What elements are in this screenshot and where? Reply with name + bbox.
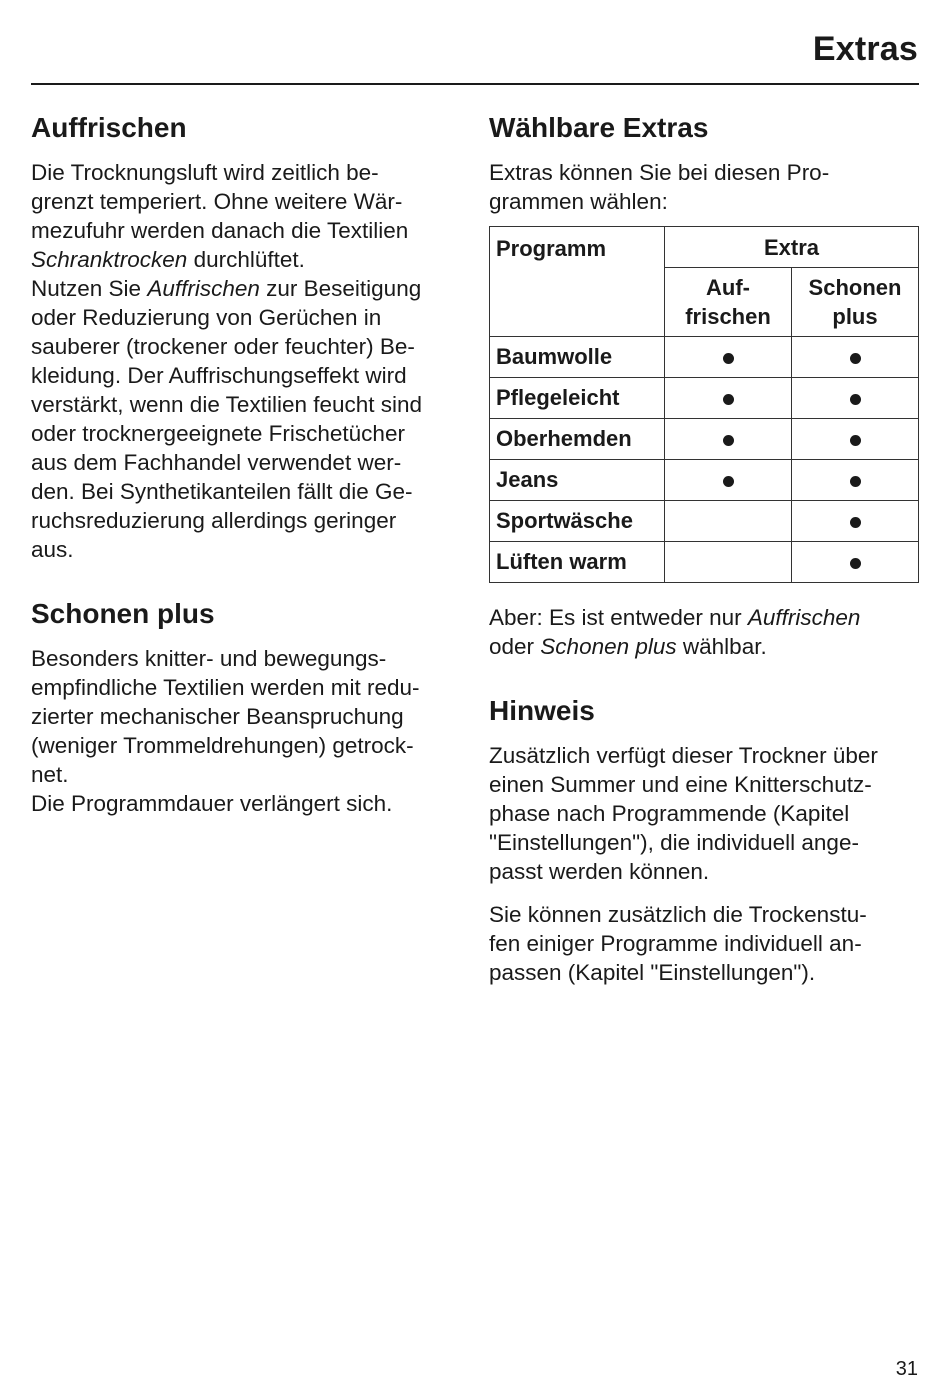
bullet-dot-icon bbox=[850, 476, 861, 487]
text-fragment: wählbar. bbox=[676, 634, 767, 659]
cell-schonen bbox=[792, 378, 919, 419]
bullet-dot-icon bbox=[850, 517, 861, 528]
heading-hinweis: Hinweis bbox=[489, 695, 595, 726]
text-line: (weniger Trommeldrehungen) getrock- bbox=[31, 733, 414, 758]
text-line: Sie können zusätzlich die Trockenstu- bbox=[489, 902, 867, 927]
text-line: zierter mechanischer Beanspruchung bbox=[31, 704, 404, 729]
text-fragment: oder bbox=[489, 634, 541, 659]
table-row bbox=[490, 378, 919, 419]
text-line: ruchsreduzierung allerdings geringer bbox=[31, 508, 397, 533]
heading-auffrischen: Auffrischen bbox=[31, 112, 187, 143]
paragraph-schonen-plus bbox=[31, 644, 463, 818]
cell-auffrischen bbox=[665, 542, 792, 583]
italic-term: Schranktrocken bbox=[31, 247, 188, 272]
paragraph-hinweis-2 bbox=[489, 900, 921, 987]
section-schonen-plus bbox=[31, 594, 463, 818]
text-line: Schonen bbox=[808, 275, 902, 300]
bullet-dot-icon bbox=[723, 435, 734, 446]
page-number: 31 bbox=[895, 1358, 918, 1380]
column-header-extra: Extra bbox=[665, 227, 919, 268]
text-fragment: zur Beseitigung bbox=[259, 276, 422, 301]
header-rule bbox=[31, 83, 919, 85]
cell-schonen bbox=[792, 337, 919, 378]
text-line: net. bbox=[31, 762, 69, 787]
text-line: "Einstellungen"), die individuell ange- bbox=[489, 830, 859, 855]
row-program-name: Lüften warm bbox=[490, 542, 665, 583]
bullet-dot-icon bbox=[850, 394, 861, 405]
page-header-title: Extras bbox=[812, 30, 918, 68]
row-program-name: Baumwolle bbox=[490, 337, 665, 378]
cell-auffrischen bbox=[665, 419, 792, 460]
table-row bbox=[490, 419, 919, 460]
cell-schonen bbox=[792, 419, 919, 460]
text-line: plus bbox=[832, 304, 878, 329]
italic-term: Schonen plus bbox=[540, 634, 677, 659]
table-row bbox=[490, 501, 919, 542]
cell-auffrischen bbox=[665, 378, 792, 419]
table-row bbox=[490, 460, 919, 501]
text-line: Extras können Sie bei diesen Pro- bbox=[489, 160, 830, 185]
subheader-schonen-plus bbox=[792, 268, 919, 337]
text-line: oder Reduzierung von Gerüchen in bbox=[31, 305, 382, 330]
text-line: aus dem Fachhandel verwendet wer- bbox=[31, 450, 402, 475]
text-line: aus. bbox=[31, 537, 74, 562]
right-column bbox=[489, 108, 921, 987]
paragraph-note bbox=[489, 603, 921, 661]
cell-auffrischen bbox=[665, 337, 792, 378]
italic-term: Auffrischen bbox=[747, 605, 861, 630]
text-line: den. Bei Synthetikanteilen fällt die Ge- bbox=[31, 479, 413, 504]
table-row bbox=[490, 542, 919, 583]
text-fragment: Aber: Es ist entweder nur bbox=[489, 605, 748, 630]
paragraph-auffrischen bbox=[31, 158, 463, 564]
text-line: grenzt temperiert. Ohne weitere Wär- bbox=[31, 189, 403, 214]
paragraph-hinweis-1 bbox=[489, 741, 921, 886]
heading-schonen-plus: Schonen plus bbox=[31, 598, 215, 629]
cell-auffrischen bbox=[665, 460, 792, 501]
italic-term: Auffrischen bbox=[147, 276, 260, 301]
section-auffrischen bbox=[31, 108, 463, 564]
paragraph-intro bbox=[489, 158, 921, 216]
text-line: frischen bbox=[685, 304, 771, 329]
bullet-dot-icon bbox=[723, 353, 734, 364]
left-column bbox=[31, 108, 463, 818]
text-line: Die Programmdauer verlängert sich. bbox=[31, 791, 393, 816]
row-program-name: Oberhemden bbox=[490, 419, 665, 460]
text-line: oder trocknergeeignete Frischetücher bbox=[31, 421, 405, 446]
cell-auffrischen bbox=[665, 501, 792, 542]
table-header-row bbox=[490, 227, 919, 268]
cell-schonen bbox=[792, 460, 919, 501]
extras-table bbox=[489, 226, 919, 583]
text-line: empfindliche Textilien werden mit redu- bbox=[31, 675, 420, 700]
subheader-auffrischen bbox=[665, 268, 792, 337]
cell-schonen bbox=[792, 542, 919, 583]
heading-waehlbare-extras: Wählbare Extras bbox=[489, 112, 709, 143]
text-line: passt werden können. bbox=[489, 859, 710, 884]
bullet-dot-icon bbox=[850, 435, 861, 446]
text-line: Die Trocknungsluft wird zeitlich be- bbox=[31, 160, 379, 185]
text-fragment: Nutzen Sie bbox=[31, 276, 148, 301]
section-hinweis bbox=[489, 691, 921, 987]
row-program-name: Pflegeleicht bbox=[490, 378, 665, 419]
text-line: fen einiger Programme individuell an- bbox=[489, 931, 862, 956]
text-fragment: durchlüftet. bbox=[187, 247, 305, 272]
text-line: grammen wählen: bbox=[489, 189, 668, 214]
bullet-dot-icon bbox=[723, 394, 734, 405]
text-line: Zusätzlich verfügt dieser Trockner über bbox=[489, 743, 878, 768]
bullet-dot-icon bbox=[850, 558, 861, 569]
text-line: sauberer (trockener oder feuchter) Be- bbox=[31, 334, 415, 359]
text-line: phase nach Programmende (Kapitel bbox=[489, 801, 850, 826]
column-header-programm: Programm bbox=[490, 227, 665, 337]
text-line: Auf- bbox=[706, 275, 750, 300]
section-waehlbare-extras bbox=[489, 108, 921, 583]
bullet-dot-icon bbox=[850, 353, 861, 364]
table-body bbox=[490, 337, 919, 583]
text-line: einen Summer und eine Knitterschutz- bbox=[489, 772, 872, 797]
row-program-name: Sportwäsche bbox=[490, 501, 665, 542]
text-line: verstärkt, wenn die Textilien feucht sind bbox=[31, 392, 423, 417]
row-program-name: Jeans bbox=[490, 460, 665, 501]
text-line: mezufuhr werden danach die Textilien bbox=[31, 218, 409, 243]
text-line: Besonders knitter- und bewegungs- bbox=[31, 646, 387, 671]
bullet-dot-icon bbox=[723, 476, 734, 487]
table-row bbox=[490, 337, 919, 378]
text-line: passen (Kapitel "Einstellungen"). bbox=[489, 960, 816, 985]
cell-schonen bbox=[792, 501, 919, 542]
text-line: kleidung. Der Auffrischungseffekt wird bbox=[31, 363, 407, 388]
